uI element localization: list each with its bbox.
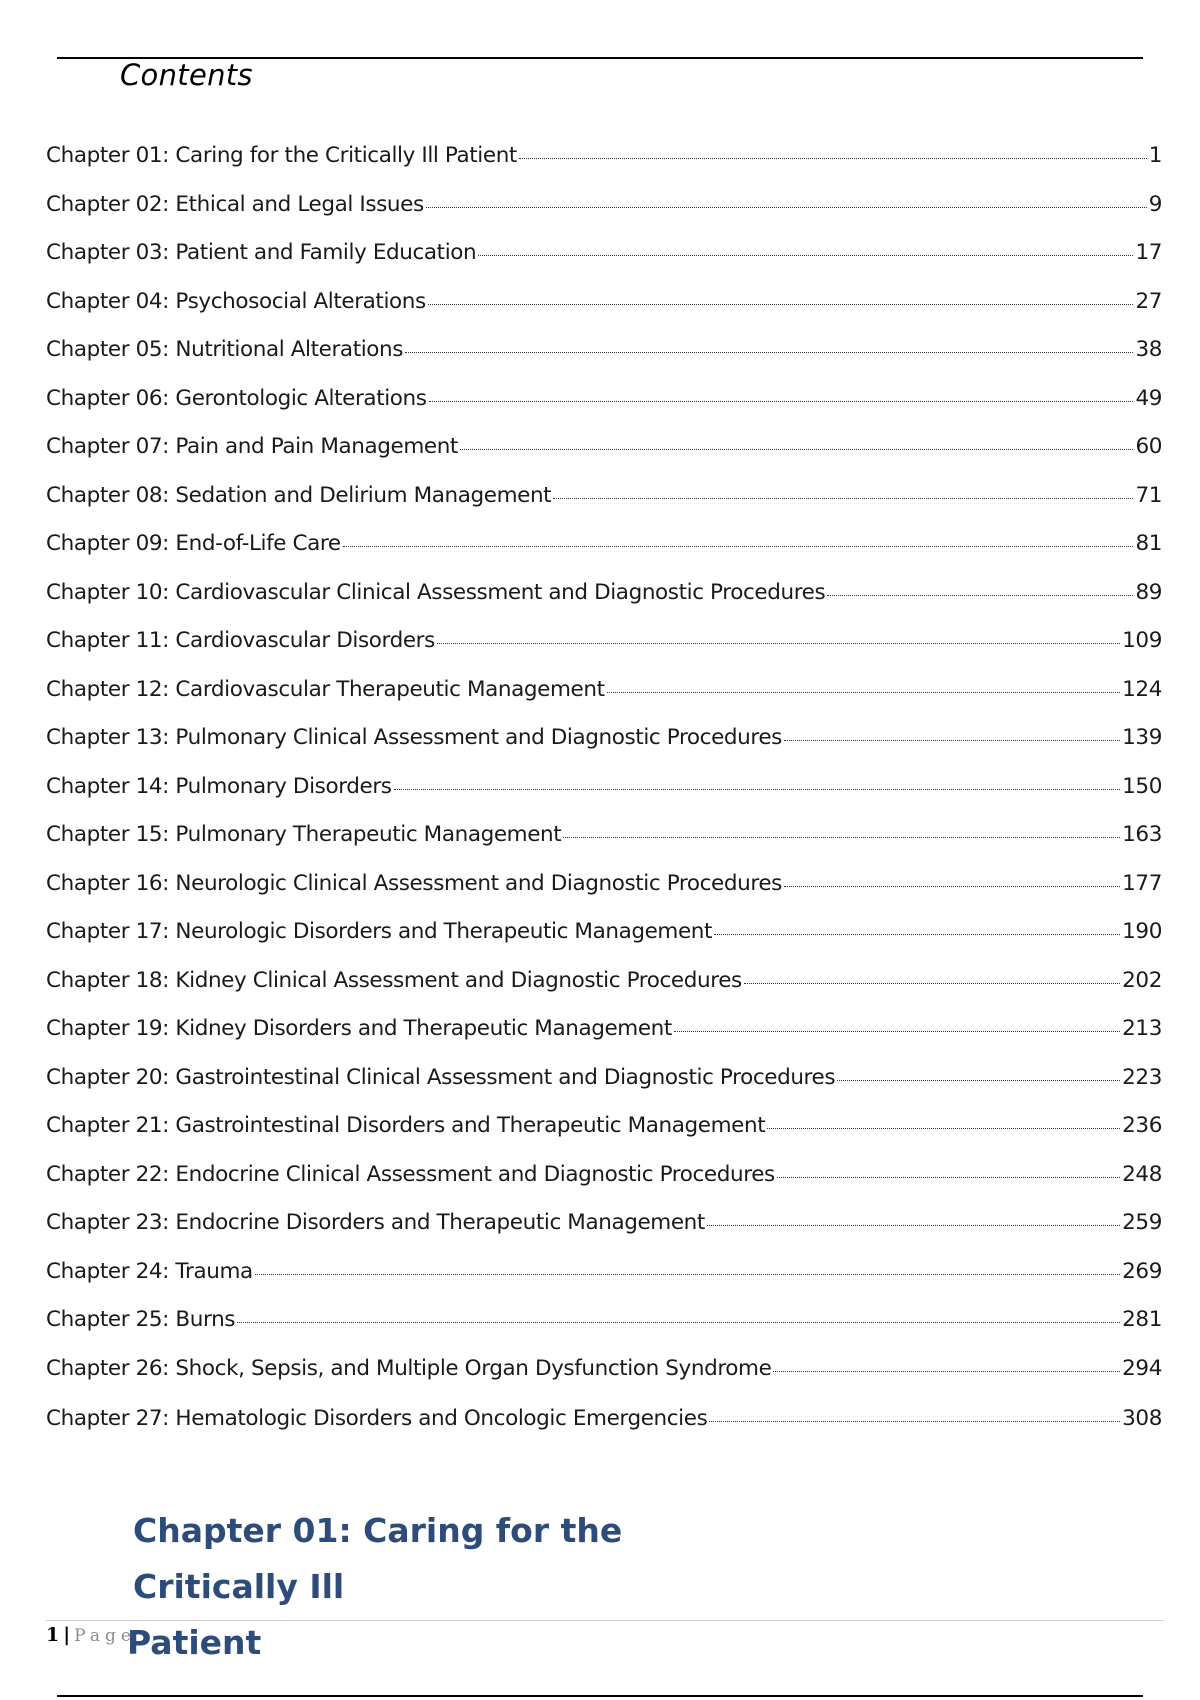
toc-entry-page: 49 bbox=[1135, 385, 1162, 411]
toc-dot-leader bbox=[744, 983, 1120, 984]
toc-entry-page: 269 bbox=[1122, 1258, 1162, 1284]
footer-page-number: 1 bbox=[46, 1624, 60, 1646]
toc-entry[interactable] bbox=[46, 1307, 1162, 1356]
toc-entry-title: Chapter 04: Psychosocial Alterations bbox=[46, 288, 426, 314]
toc-dot-leader bbox=[563, 837, 1120, 838]
toc-dot-leader bbox=[478, 255, 1133, 256]
toc-entry-title: Chapter 18: Kidney Clinical Assessment and Diagnostic Procedures bbox=[46, 967, 742, 993]
toc-entry[interactable] bbox=[46, 580, 1162, 629]
toc-dot-leader bbox=[429, 401, 1134, 402]
toc-entry[interactable] bbox=[46, 919, 1162, 968]
toc-entry[interactable] bbox=[46, 1210, 1162, 1259]
toc-entry[interactable] bbox=[46, 337, 1162, 386]
toc-dot-leader bbox=[607, 692, 1121, 693]
toc-dot-leader bbox=[777, 1177, 1120, 1178]
toc-entry-page: 163 bbox=[1122, 822, 1162, 847]
toc-dot-leader bbox=[784, 886, 1120, 887]
toc-entry-page: 190 bbox=[1122, 919, 1162, 944]
toc-entry[interactable] bbox=[46, 531, 1162, 580]
toc-dot-leader bbox=[343, 546, 1134, 547]
toc-entry-title: Chapter 19: Kidney Disorders and Therapeutic Management bbox=[46, 1016, 672, 1041]
toc-entry-page: 9 bbox=[1148, 191, 1162, 217]
footer-separator: | bbox=[63, 1624, 71, 1646]
toc-entry-title: Chapter 12: Cardiovascular Therapeutic Management bbox=[46, 676, 605, 702]
toc-entry-title: Chapter 26: Shock, Sepsis, and Multiple Organ Dysfunction Syndrome bbox=[46, 1355, 772, 1381]
toc-dot-leader bbox=[405, 352, 1133, 353]
footer-rule bbox=[46, 1620, 1164, 1621]
toc-entry-page: 89 bbox=[1135, 579, 1162, 605]
toc-entry-page: 60 bbox=[1135, 434, 1162, 459]
toc-entry[interactable] bbox=[46, 1162, 1162, 1211]
toc-entry-page: 177 bbox=[1122, 870, 1162, 896]
toc-entry-title: Chapter 22: Endocrine Clinical Assessment and Diagnostic Procedures bbox=[46, 1161, 775, 1187]
toc-entry-page: 139 bbox=[1122, 725, 1162, 750]
toc-entry-title: Chapter 03: Patient and Family Education bbox=[46, 240, 477, 265]
toc-dot-leader bbox=[827, 595, 1133, 596]
toc-entry[interactable] bbox=[46, 240, 1162, 289]
toc-entry-title: Chapter 02: Ethical and Legal Issues bbox=[46, 191, 424, 217]
toc-entry-title: Chapter 10: Cardiovascular Clinical Assessment and Diagnostic Procedures bbox=[46, 579, 826, 605]
toc-entry-title: Chapter 11: Cardiovascular Disorders bbox=[46, 628, 435, 653]
toc-entry[interactable] bbox=[46, 822, 1162, 871]
toc-entry-title: Chapter 24: Trauma bbox=[46, 1258, 253, 1284]
toc-entry[interactable] bbox=[46, 483, 1162, 532]
toc-dot-leader bbox=[707, 1225, 1120, 1226]
toc-entry[interactable] bbox=[46, 1406, 1162, 1455]
toc-entry[interactable] bbox=[46, 1065, 1162, 1114]
toc-dot-leader bbox=[428, 304, 1134, 305]
toc-dot-leader bbox=[426, 207, 1147, 208]
toc-dot-leader bbox=[394, 789, 1121, 790]
chapter-heading-line1: Chapter 01: Caring for the Critically Ill bbox=[133, 1511, 623, 1606]
toc-entry[interactable] bbox=[46, 774, 1162, 823]
toc-dot-leader bbox=[519, 158, 1147, 159]
toc-entry-page: 308 bbox=[1122, 1406, 1162, 1431]
chapter-heading-line2: Patient bbox=[127, 1623, 262, 1662]
toc-dot-leader bbox=[237, 1322, 1120, 1323]
toc-entry[interactable] bbox=[46, 1113, 1162, 1162]
table-of-contents bbox=[46, 143, 1162, 1455]
toc-entry-page: 27 bbox=[1135, 288, 1162, 314]
toc-entry-page: 17 bbox=[1135, 240, 1162, 265]
toc-entry-title: Chapter 09: End-of-Life Care bbox=[46, 531, 341, 556]
toc-entry-page: 213 bbox=[1122, 1016, 1162, 1041]
toc-entry[interactable] bbox=[46, 677, 1162, 726]
toc-entry-page: 223 bbox=[1122, 1064, 1162, 1090]
toc-dot-leader bbox=[773, 1371, 1120, 1372]
toc-entry-title: Chapter 20: Gastrointestinal Clinical Assessment and Diagnostic Procedures bbox=[46, 1064, 836, 1090]
toc-dot-leader bbox=[460, 449, 1133, 450]
toc-dot-leader bbox=[437, 643, 1120, 644]
toc-dot-leader bbox=[767, 1128, 1120, 1129]
toc-entry-page: 259 bbox=[1122, 1210, 1162, 1235]
toc-entry[interactable] bbox=[46, 386, 1162, 435]
toc-dot-leader bbox=[553, 498, 1133, 499]
toc-entry-title: Chapter 05: Nutritional Alterations bbox=[46, 337, 404, 362]
toc-entry-page: 81 bbox=[1135, 531, 1162, 556]
toc-entry-title: Chapter 27: Hematologic Disorders and Oncologic Emergencies bbox=[46, 1406, 708, 1431]
toc-entry[interactable] bbox=[46, 1016, 1162, 1065]
contents-heading: Contents bbox=[120, 58, 253, 92]
toc-entry[interactable] bbox=[46, 1356, 1162, 1405]
toc-entry-title: Chapter 16: Neurologic Clinical Assessment and Diagnostic Procedures bbox=[46, 870, 782, 896]
toc-entry-title: Chapter 15: Pulmonary Therapeutic Management bbox=[46, 822, 562, 847]
toc-entry-page: 281 bbox=[1122, 1307, 1162, 1332]
toc-dot-leader bbox=[837, 1080, 1120, 1081]
toc-entry-page: 124 bbox=[1122, 676, 1162, 702]
toc-entry-page: 294 bbox=[1122, 1355, 1162, 1381]
toc-dot-leader bbox=[674, 1031, 1120, 1032]
toc-entry-title: Chapter 06: Gerontologic Alterations bbox=[46, 385, 427, 411]
toc-entry-page: 71 bbox=[1135, 482, 1162, 508]
toc-entry-title: Chapter 23: Endocrine Disorders and Therapeutic Management bbox=[46, 1210, 705, 1235]
toc-entry-page: 202 bbox=[1122, 967, 1162, 993]
toc-dot-leader bbox=[255, 1274, 1120, 1275]
toc-entry[interactable] bbox=[46, 871, 1162, 920]
toc-entry-title: Chapter 25: Burns bbox=[46, 1307, 236, 1332]
toc-entry[interactable] bbox=[46, 289, 1162, 338]
toc-entry-title: Chapter 14: Pulmonary Disorders bbox=[46, 773, 392, 799]
bottom-rule bbox=[57, 1695, 1143, 1697]
toc-entry-title: Chapter 01: Caring for the Critically Ill Patient bbox=[46, 143, 517, 168]
toc-entry[interactable] bbox=[46, 968, 1162, 1017]
toc-entry-page: 248 bbox=[1122, 1161, 1162, 1187]
toc-entry-page: 236 bbox=[1122, 1113, 1162, 1138]
toc-entry-title: Chapter 17: Neurologic Disorders and Therapeutic Management bbox=[46, 919, 713, 944]
toc-entry[interactable] bbox=[46, 628, 1162, 677]
toc-entry-title: Chapter 07: Pain and Pain Management bbox=[46, 434, 458, 459]
toc-entry-page: 38 bbox=[1135, 337, 1162, 362]
toc-entry[interactable] bbox=[46, 434, 1162, 483]
toc-dot-leader bbox=[784, 740, 1120, 741]
toc-entry-page: 109 bbox=[1122, 628, 1162, 653]
toc-entry[interactable] bbox=[46, 725, 1162, 774]
toc-dot-leader bbox=[714, 934, 1120, 935]
toc-entry[interactable] bbox=[46, 192, 1162, 241]
page-footer bbox=[46, 1624, 136, 1646]
chapter-heading bbox=[127, 1503, 773, 1671]
toc-entry[interactable] bbox=[46, 143, 1162, 192]
toc-entry-page: 1 bbox=[1148, 143, 1162, 168]
toc-entry-title: Chapter 13: Pulmonary Clinical Assessment and Diagnostic Procedures bbox=[46, 725, 782, 750]
toc-dot-leader bbox=[709, 1421, 1120, 1422]
toc-entry[interactable] bbox=[46, 1259, 1162, 1308]
toc-entry-title: Chapter 08: Sedation and Delirium Management bbox=[46, 482, 552, 508]
footer-page-label: Page bbox=[74, 1626, 136, 1646]
toc-entry-page: 150 bbox=[1122, 773, 1162, 799]
toc-entry-title: Chapter 21: Gastrointestinal Disorders and Therapeutic Management bbox=[46, 1113, 766, 1138]
